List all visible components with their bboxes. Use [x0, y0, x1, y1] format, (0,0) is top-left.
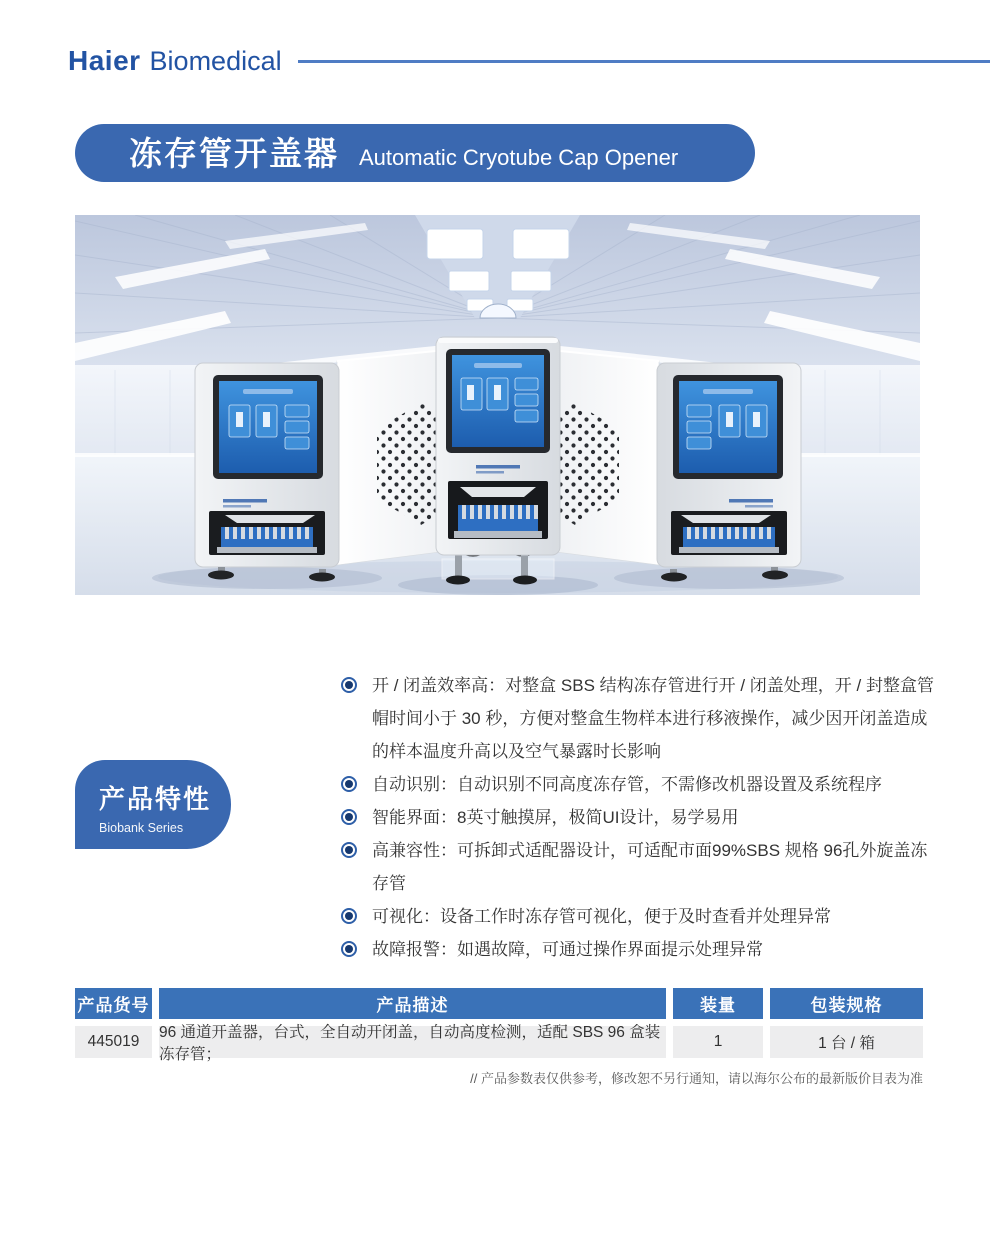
cell-item-number: 445019	[75, 1026, 152, 1058]
biomedical-logo-text: Biomedical	[149, 45, 282, 76]
disclaimer-footnote: // 产品参数表仅供参考，修改恕不另行通知，请以海尔公布的最新版价目表为准	[470, 1071, 923, 1086]
feature-bullet-icon	[341, 776, 357, 792]
feature-text: 可视化：设备工作时冻存管可视化，便于及时查看并处理异常	[372, 907, 831, 926]
feature-bullet-icon	[341, 809, 357, 825]
feature-text: 故障报警：如遇故障，可通过操作界面提示处理异常	[372, 940, 763, 959]
feature-item	[341, 801, 935, 834]
feature-bullet-icon	[341, 842, 357, 858]
features-label-en: Biobank Series	[99, 821, 184, 835]
features-section-label	[75, 760, 231, 849]
header	[68, 44, 990, 78]
feature-bullet-icon	[341, 941, 357, 957]
col-header-item-number: 产品货号	[75, 988, 152, 1019]
cell-packing: 1 台 / 箱	[770, 1026, 923, 1058]
spec-table	[75, 988, 923, 1063]
cap-opener-machine-center	[436, 337, 560, 585]
feature-item	[341, 933, 935, 966]
feature-item	[341, 900, 935, 933]
feature-text: 高兼容性：可拆卸式适配器设计，可适配市面99%SBS 规格 96孔外旋盖冻存管	[372, 841, 928, 893]
col-header-quantity: 装量	[673, 988, 763, 1019]
feature-text: 开 / 闭盖效率高：对整盒 SBS 结构冻存管进行开 / 闭盖处理，开 / 封整盒管帽时间小于 30 秒，方便对整盒生物样本进行移液操作，减少因开闭盖造成的样本温度升高以及空气暴露时长影响	[372, 676, 934, 761]
features-label-zh: 产品特性	[99, 784, 212, 814]
cell-quantity: 1	[673, 1026, 763, 1058]
haier-logo: Haier	[68, 45, 141, 76]
product-title-zh: 冻存管开盖器	[129, 135, 339, 172]
features-list	[341, 669, 935, 966]
hero-image	[75, 215, 920, 595]
cell-description: 96 通道开盖器，台式，全自动开闭盖，自动高度检测，适配 SBS 96 盒装冻存管；	[159, 1026, 666, 1058]
header-rule	[298, 60, 990, 63]
shadow-right	[614, 567, 844, 589]
hero-image-container	[75, 215, 920, 595]
product-title-en: Automatic Cryotube Cap Opener	[359, 145, 679, 170]
feature-bullet-icon	[341, 908, 357, 924]
feature-item	[341, 834, 935, 900]
feature-text: 智能界面：8英寸触摸屏，极简UI设计，易学易用	[372, 808, 739, 827]
feature-text: 自动识别：自动识别不同高度冻存管，不需修改机器设置及系统程序	[372, 775, 882, 794]
col-header-packing: 包装规格	[770, 988, 923, 1019]
feature-item	[341, 669, 935, 768]
col-header-description: 产品描述	[159, 988, 666, 1019]
shadow-left	[152, 567, 382, 589]
feature-bullet-icon	[341, 677, 357, 693]
feature-item	[341, 768, 935, 801]
title-banner	[75, 124, 755, 182]
